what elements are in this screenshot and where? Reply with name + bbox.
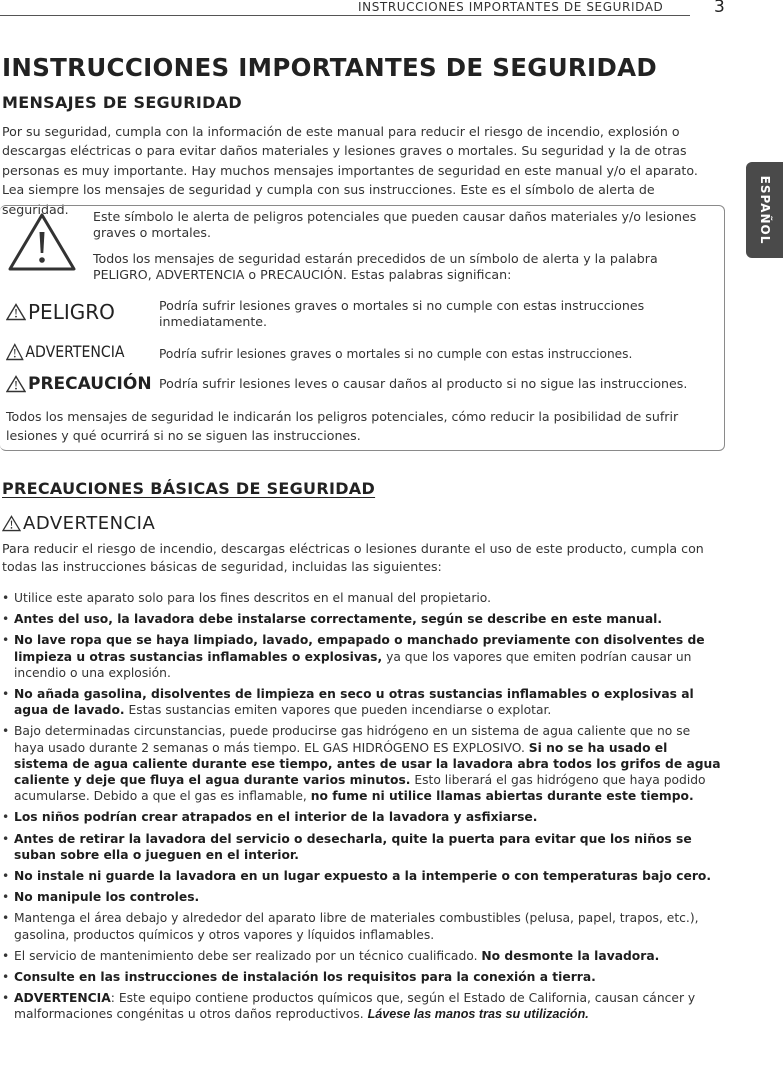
signal-precaucion [6, 374, 152, 394]
running-header: INSTRUCCIONES IMPORTANTES DE SEGURIDAD [358, 0, 664, 14]
list-item: • Utilice este aparato solo para los fines descritos en el manual del propietario. [2, 590, 724, 606]
alert-triangle-icon [6, 375, 26, 393]
precautions-list [2, 590, 724, 1023]
section-heading-basic-precautions: PRECAUCIONES BÁSICAS DE SEGURIDAD [2, 479, 376, 498]
signal-word: ADVERTENCIA [25, 342, 125, 361]
warning-word: ADVERTENCIA [23, 513, 156, 534]
signal-words-description: Todos los mensajes de seguridad estarán precedidos de un símbolo de alerta y la palabra PELIGRO, ADVERTENCIA o PRECAUCIÓN. Estas palabras significan: [93, 251, 658, 283]
list-item: • El servicio de mantenimiento debe ser realizado por un técnico cualificado. No desmonte la lavadora. [2, 948, 724, 964]
list-item: • Consulte en las instrucciones de instalación los requisitos para la conexión a tierra. [2, 969, 724, 985]
list-item: • Antes del uso, la lavadora debe instalarse correctamente, según se describe en este manual. [2, 611, 724, 627]
signal-description: Podría sufrir lesiones graves o mortales si no cumple con estas instrucciones inmediatamente. [159, 298, 645, 330]
language-tab-label: ESPAÑOL [757, 175, 772, 245]
list-item: • No lave ropa que se haya limpiado, lavado, empapado o manchado previamente con disolventes de limpieza u otras sustancias inflamables o explosivas, ya que los vapores que emiten podrían causar un incendio o una explosión. [2, 632, 724, 681]
signal-word: PELIGRO [28, 300, 115, 324]
list-item: • ADVERTENCIA: Este equipo contiene productos químicos que, según el Estado de California, causan cáncer y malformaciones congénitas u otros daños reproductivos. Lávese las manos tras su utilización. [2, 990, 724, 1022]
list-item: • No manipule los controles. [2, 889, 724, 905]
signal-advertencia [6, 342, 125, 361]
signal-description: Podría sufrir lesiones graves o mortales si no cumple con estas instrucciones. [159, 347, 633, 361]
list-item: • No añada gasolina, disolventes de limpieza en seco u otras sustancias inflamables o explosivas al agua de lavado. Estas sustancias emiten vapores que pueden incendiarse o explotar. [2, 686, 724, 718]
alert-symbol-description: Este símbolo le alerta de peligros potenciales que pueden causar daños materiales y/o lesiones graves o mortales. [93, 209, 697, 241]
safety-box-footer: Todos los mensajes de seguridad le indicarán los peligros potenciales, cómo reducir la posibilidad de sufrir lesiones y qué ocurrirá si no se siguen las instrucciones. [6, 409, 679, 443]
basic-intro: Para reducir el riesgo de incendio, descargas eléctricas o lesiones durante el uso de este producto, cumpla con todas las instrucciones básicas de seguridad, incluidas las siguientes: [2, 541, 704, 575]
signal-description: Podría sufrir lesiones leves o causar daños al producto si no sigue las instrucciones. [159, 376, 688, 391]
list-item: • Los niños podrían crear atrapados en el interior de la lavadora y asfixiarse. [2, 809, 724, 825]
list-item: • No instale ni guarde la lavadora en un lugar expuesto a la intemperie o con temperaturas bajo cero. [2, 868, 724, 884]
alert-triangle-icon [2, 515, 21, 532]
signal-word: PRECAUCIÓN [28, 374, 152, 394]
list-item: • Mantenga el área debajo y alrededor del aparato libre de materiales combustibles (pelusa, papel, trapos, etc.), gasolina, productos químicos y otros vapores y líquidos inflamables. [2, 910, 724, 942]
list-item: • Antes de retirar la lavadora del servicio o desecharla, quite la puerta para evitar que los niños se suban sobre ella o jueguen en el interior. [2, 831, 724, 863]
alert-triangle-icon [6, 343, 24, 361]
list-item: • Bajo determinadas circunstancias, puede producirse gas hidrógeno en un sistema de agua caliente que no se haya usado durante 2 semanas o más tiempo. EL GAS HIDRÓGENO ES EXPLOSIVO. Si no se ha usado el sistema de agua caliente durante ese tiempo, antes de usar la lavadora abra todos los grifos de agua caliente y deje que fluya el agua durante varios minutos. Esto liberará el gas hidrógeno que haya podido acumularse. Debido a que el gas es inflamable, no fume ni utilice llamas abiertas durante este tiempo. [2, 723, 724, 804]
safety-intro: Por su seguridad, cumpla con la información de este manual para reducir el riesgo de incendio, explosión o descargas eléctricas o para evitar daños materiales y lesiones graves o mortales. Su seguridad y la de otras personas es muy importante. Hay muchos mensajes importantes de seguridad en este manual y/o el aparato. Lea siempre los mensajes de seguridad y cumpla con sus instrucciones. Este es el símbolo de alerta de seguridad. [2, 124, 698, 217]
page-title: INSTRUCCIONES IMPORTANTES DE SEGURIDAD [2, 53, 658, 82]
alert-triangle-icon [6, 303, 26, 321]
section-heading-safety-messages: MENSAJES DE SEGURIDAD [2, 93, 243, 112]
header-rule [0, 15, 690, 16]
warning-label [2, 513, 155, 534]
alert-triangle-icon [8, 212, 76, 272]
signal-peligro [6, 300, 115, 324]
page-number: 3 [714, 0, 725, 17]
language-tab [746, 162, 783, 258]
